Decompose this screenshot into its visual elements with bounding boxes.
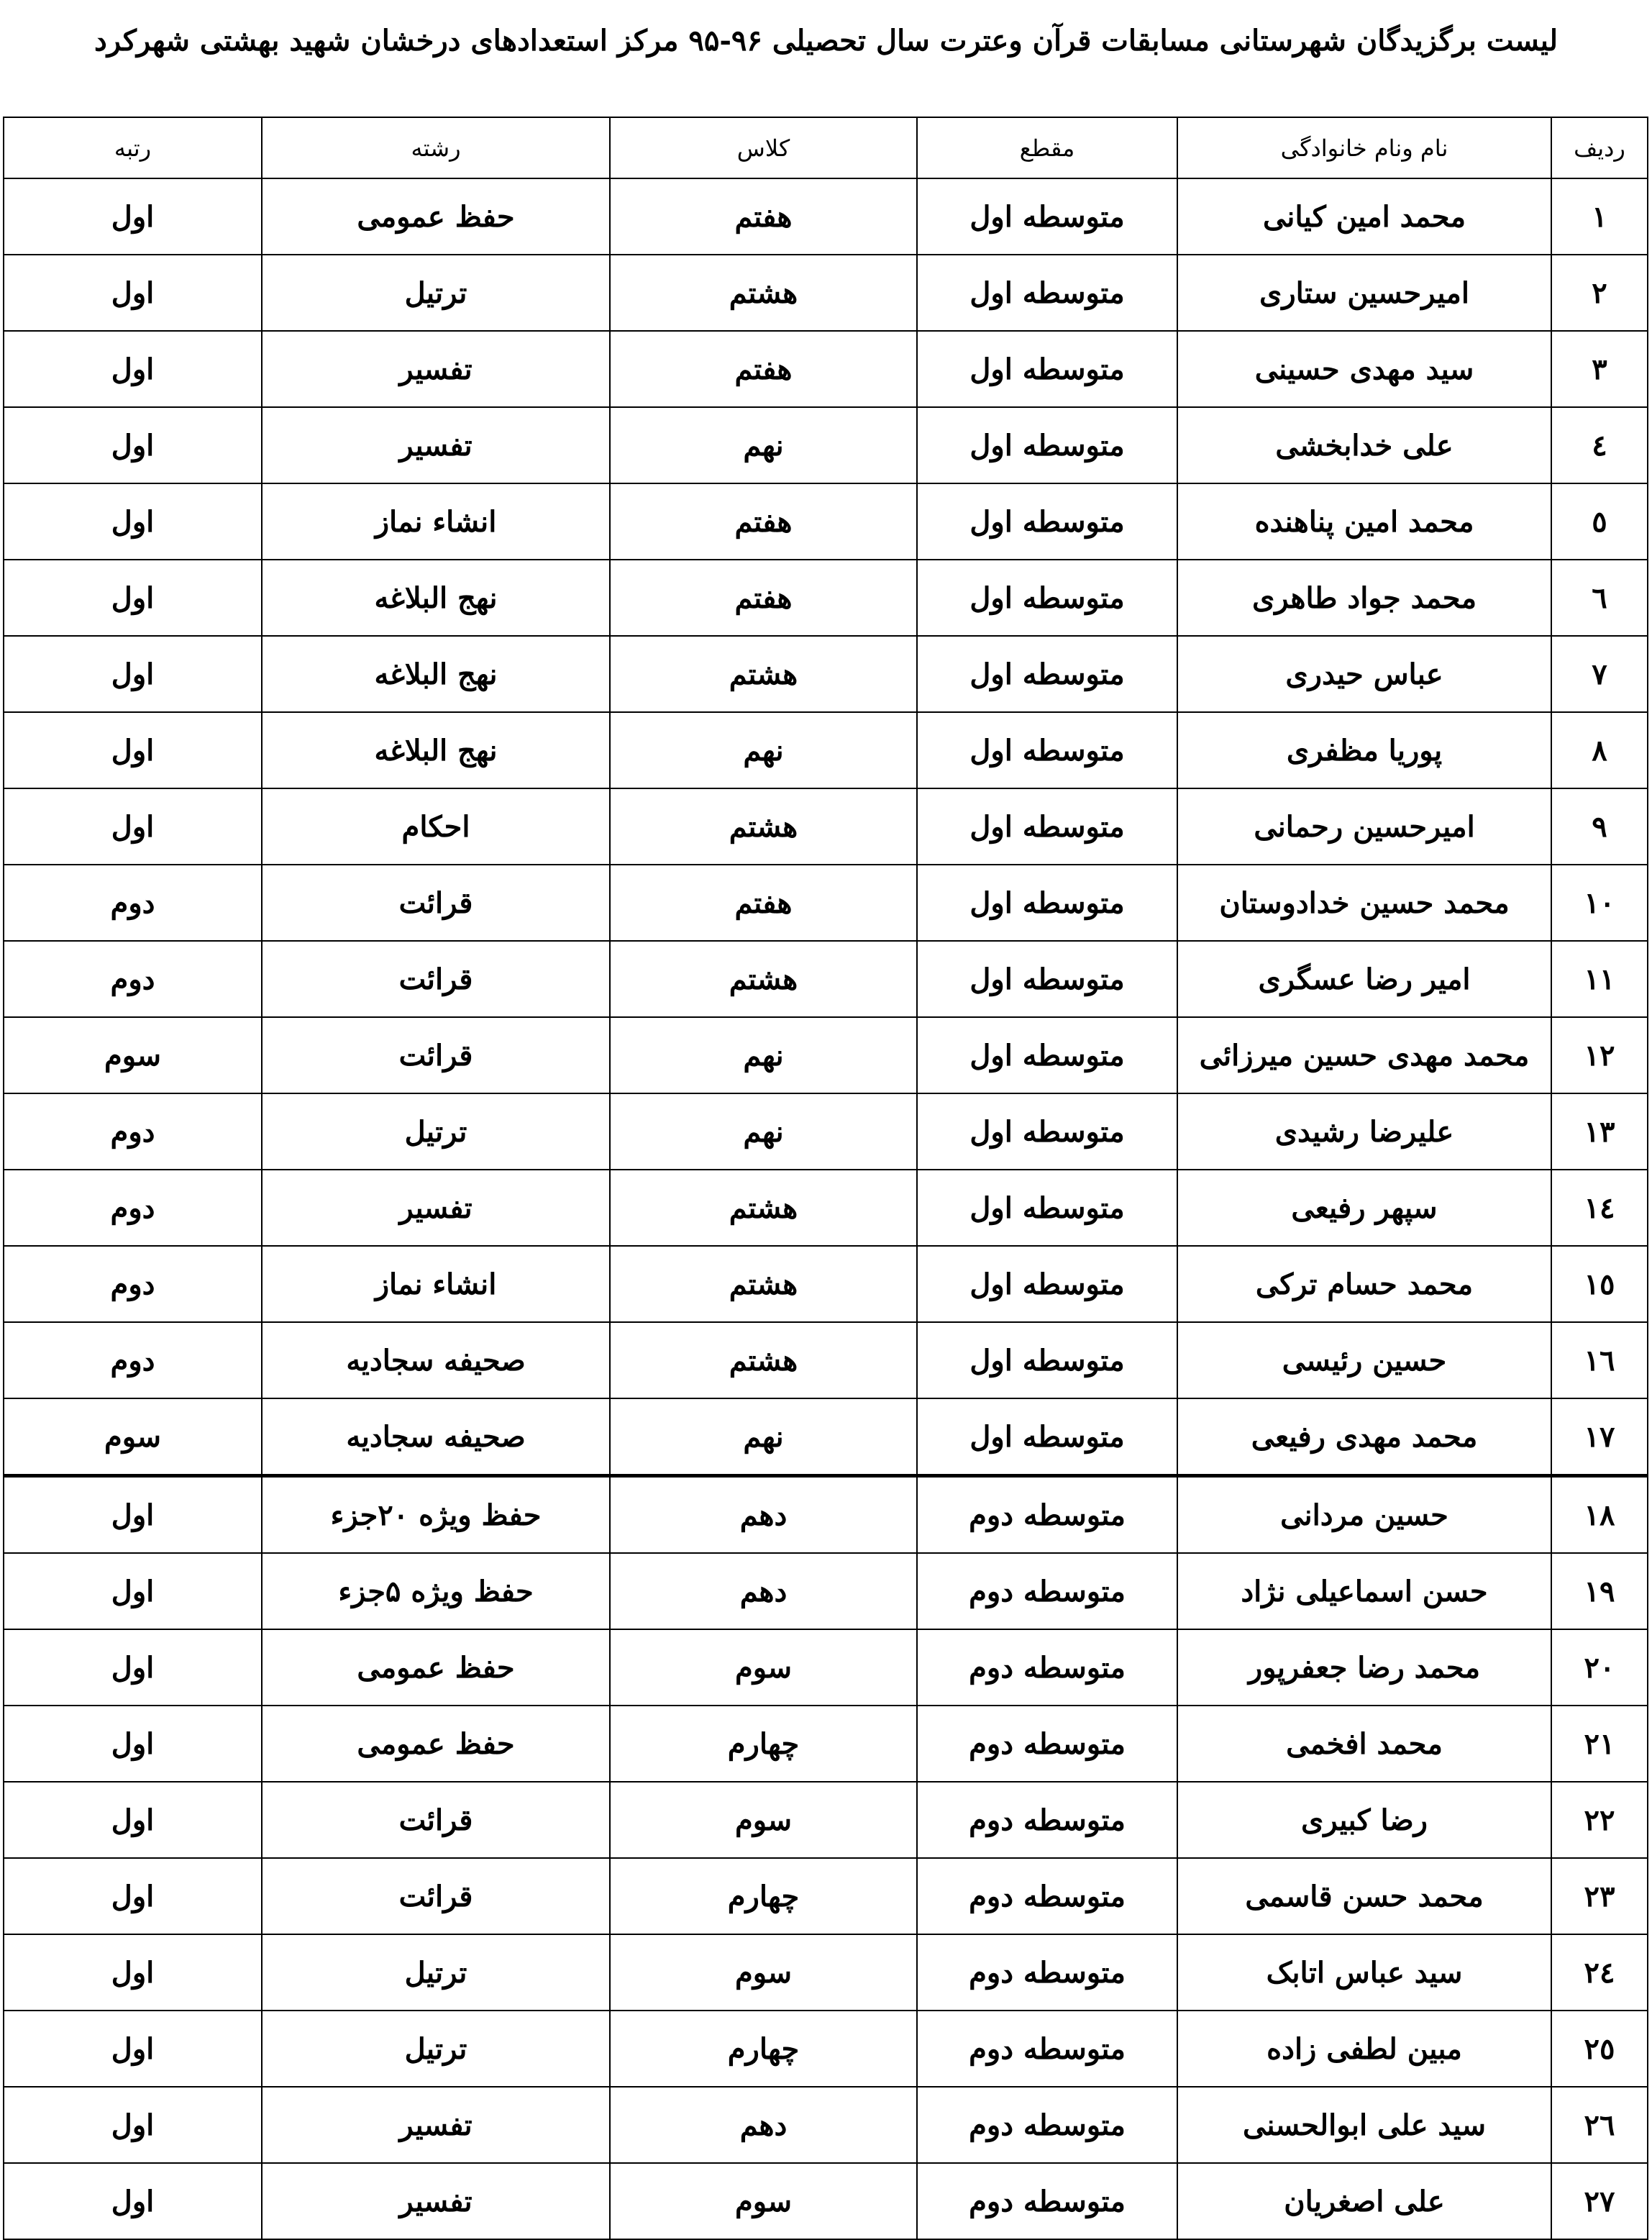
- cell-radif: ۲۳: [1551, 1858, 1648, 1934]
- cell-kelas: نهم: [610, 712, 917, 788]
- cell-radif: ٤: [1551, 407, 1648, 483]
- cell-kelas: نهم: [610, 1017, 917, 1093]
- cell-rotbe: اول: [4, 712, 262, 788]
- cell-name: سید علی ابوالحسنی: [1177, 2087, 1551, 2163]
- table-row: [4, 1322, 1648, 1398]
- cell-reshte: قرائت: [262, 1858, 610, 1934]
- cell-maqta: متوسطه اول: [917, 331, 1177, 407]
- table-row: [4, 331, 1648, 407]
- cell-name: سید عباس اتابک: [1177, 1934, 1551, 2011]
- cell-radif: ٢٤: [1551, 1934, 1648, 2011]
- header-reshte: رشته: [262, 117, 610, 178]
- cell-reshte: تفسیر: [262, 331, 610, 407]
- table-row: [4, 1093, 1648, 1170]
- cell-maqta: متوسطه اول: [917, 1398, 1177, 1476]
- cell-reshte: تفسیر: [262, 407, 610, 483]
- table-row: [4, 2163, 1648, 2239]
- table-row: [4, 255, 1648, 331]
- cell-maqta: متوسطه اول: [917, 1322, 1177, 1398]
- cell-name: سپهر رفیعی: [1177, 1170, 1551, 1246]
- cell-maqta: متوسطه اول: [917, 865, 1177, 941]
- table-row: [4, 865, 1648, 941]
- cell-name: علی اصغریان: [1177, 2163, 1551, 2239]
- cell-radif: ١٤: [1551, 1170, 1648, 1246]
- cell-rotbe: اول: [4, 1934, 262, 2011]
- cell-rotbe: اول: [4, 407, 262, 483]
- cell-maqta: متوسطه اول: [917, 560, 1177, 636]
- cell-name: امیرحسین رحمانی: [1177, 788, 1551, 865]
- table-row: [4, 636, 1648, 712]
- cell-rotbe: اول: [4, 255, 262, 331]
- cell-name: رضا کبیری: [1177, 1782, 1551, 1858]
- cell-kelas: دهم: [610, 1553, 917, 1629]
- table-row: [4, 1398, 1648, 1476]
- cell-kelas: چهارم: [610, 1858, 917, 1934]
- cell-kelas: هشتم: [610, 636, 917, 712]
- cell-maqta: متوسطه اول: [917, 712, 1177, 788]
- cell-maqta: متوسطه اول: [917, 1017, 1177, 1093]
- cell-maqta: متوسطه اول: [917, 178, 1177, 255]
- table-row: [4, 1782, 1648, 1858]
- cell-name: محمد امین پناهنده: [1177, 483, 1551, 560]
- cell-rotbe: دوم: [4, 1093, 262, 1170]
- cell-reshte: نهج البلاغه: [262, 560, 610, 636]
- cell-reshte: ترتیل: [262, 1093, 610, 1170]
- cell-name: محمد افخمی: [1177, 1706, 1551, 1782]
- cell-reshte: نهج البلاغه: [262, 636, 610, 712]
- cell-name: عباس حیدری: [1177, 636, 1551, 712]
- cell-rotbe: اول: [4, 1476, 262, 1554]
- table-row: [4, 712, 1648, 788]
- cell-radif: ۱۳: [1551, 1093, 1648, 1170]
- cell-radif: ۸: [1551, 712, 1648, 788]
- cell-reshte: تفسیر: [262, 2087, 610, 2163]
- cell-maqta: متوسطه دوم: [917, 1553, 1177, 1629]
- cell-radif: ٦: [1551, 560, 1648, 636]
- table-row: [4, 483, 1648, 560]
- cell-kelas: سوم: [610, 1782, 917, 1858]
- table-row: [4, 1706, 1648, 1782]
- cell-reshte: انشاء نماز: [262, 483, 610, 560]
- table-body: [4, 178, 1648, 2239]
- cell-name: محمد مهدی رفیعی: [1177, 1398, 1551, 1476]
- winners-table: [3, 117, 1648, 2240]
- cell-kelas: هشتم: [610, 1246, 917, 1322]
- cell-name: محمد رضا جعفرپور: [1177, 1629, 1551, 1706]
- header-kelas: کلاس: [610, 117, 917, 178]
- cell-kelas: دهم: [610, 1476, 917, 1554]
- cell-reshte: صحیفه سجادیه: [262, 1322, 610, 1398]
- cell-maqta: متوسطه دوم: [917, 1782, 1177, 1858]
- cell-reshte: انشاء نماز: [262, 1246, 610, 1322]
- cell-reshte: حفظ ویژه ۲۰جزء: [262, 1476, 610, 1554]
- cell-reshte: قرائت: [262, 865, 610, 941]
- cell-kelas: نهم: [610, 1398, 917, 1476]
- cell-reshte: نهج البلاغه: [262, 712, 610, 788]
- cell-rotbe: اول: [4, 2011, 262, 2087]
- cell-name: محمد امین کیانی: [1177, 178, 1551, 255]
- cell-reshte: ترتیل: [262, 2011, 610, 2087]
- cell-rotbe: اول: [4, 636, 262, 712]
- cell-name: محمد حسن قاسمی: [1177, 1858, 1551, 1934]
- cell-reshte: صحیفه سجادیه: [262, 1398, 610, 1476]
- cell-kelas: سوم: [610, 1934, 917, 2011]
- cell-radif: ١٦: [1551, 1322, 1648, 1398]
- cell-rotbe: سوم: [4, 1017, 262, 1093]
- table-row: [4, 788, 1648, 865]
- table-header-row: [4, 117, 1648, 178]
- cell-maqta: متوسطه دوم: [917, 1476, 1177, 1554]
- cell-kelas: سوم: [610, 2163, 917, 2239]
- cell-rotbe: دوم: [4, 1170, 262, 1246]
- cell-maqta: متوسطه اول: [917, 255, 1177, 331]
- cell-radif: ۷: [1551, 636, 1648, 712]
- cell-radif: ۹: [1551, 788, 1648, 865]
- cell-kelas: هشتم: [610, 1322, 917, 1398]
- cell-radif: ۱۸: [1551, 1476, 1648, 1554]
- cell-maqta: متوسطه دوم: [917, 1706, 1177, 1782]
- cell-radif: ۱: [1551, 178, 1648, 255]
- cell-reshte: تفسیر: [262, 1170, 610, 1246]
- cell-kelas: هفتم: [610, 865, 917, 941]
- cell-reshte: احکام: [262, 788, 610, 865]
- cell-name: امیر رضا عسگری: [1177, 941, 1551, 1017]
- cell-name: محمد حسام ترکی: [1177, 1246, 1551, 1322]
- cell-radif: ۱۱: [1551, 941, 1648, 1017]
- table-row: [4, 560, 1648, 636]
- cell-rotbe: اول: [4, 331, 262, 407]
- table-row: [4, 1170, 1648, 1246]
- cell-maqta: متوسطه اول: [917, 1093, 1177, 1170]
- cell-maqta: متوسطه اول: [917, 1170, 1177, 1246]
- cell-name: محمد حسین خدادوستان: [1177, 865, 1551, 941]
- cell-maqta: متوسطه اول: [917, 788, 1177, 865]
- cell-kelas: هفتم: [610, 483, 917, 560]
- cell-kelas: نهم: [610, 407, 917, 483]
- cell-reshte: حفظ عمومی: [262, 1629, 610, 1706]
- cell-rotbe: اول: [4, 2163, 262, 2239]
- cell-rotbe: اول: [4, 1858, 262, 1934]
- cell-reshte: حفظ عمومی: [262, 178, 610, 255]
- table-row: [4, 1246, 1648, 1322]
- cell-kelas: چهارم: [610, 1706, 917, 1782]
- cell-rotbe: دوم: [4, 941, 262, 1017]
- cell-rotbe: دوم: [4, 1322, 262, 1398]
- cell-name: پوریا مظفری: [1177, 712, 1551, 788]
- cell-radif: ۱۹: [1551, 1553, 1648, 1629]
- cell-rotbe: اول: [4, 1553, 262, 1629]
- cell-radif: ٥: [1551, 483, 1648, 560]
- cell-radif: ۲۷: [1551, 2163, 1648, 2239]
- table-row: [4, 1017, 1648, 1093]
- header-maqta: مقطع: [917, 117, 1177, 178]
- cell-radif: ۲۰: [1551, 1629, 1648, 1706]
- cell-maqta: متوسطه دوم: [917, 2163, 1177, 2239]
- cell-name: محمد جواد طاهری: [1177, 560, 1551, 636]
- cell-radif: ۳: [1551, 331, 1648, 407]
- cell-kelas: سوم: [610, 1629, 917, 1706]
- cell-reshte: قرائت: [262, 941, 610, 1017]
- cell-kelas: نهم: [610, 1093, 917, 1170]
- cell-rotbe: اول: [4, 560, 262, 636]
- cell-kelas: هشتم: [610, 255, 917, 331]
- table-row: [4, 407, 1648, 483]
- table-row: [4, 1553, 1648, 1629]
- cell-rotbe: اول: [4, 178, 262, 255]
- cell-radif: ۱۲: [1551, 1017, 1648, 1093]
- cell-reshte: تفسیر: [262, 2163, 610, 2239]
- cell-kelas: هفتم: [610, 560, 917, 636]
- cell-kelas: هشتم: [610, 1170, 917, 1246]
- table-row: [4, 2087, 1648, 2163]
- header-radif: ردیف: [1551, 117, 1648, 178]
- cell-radif: ١٥: [1551, 1246, 1648, 1322]
- cell-kelas: هفتم: [610, 178, 917, 255]
- table-row: [4, 941, 1648, 1017]
- cell-name: امیرحسین ستاری: [1177, 255, 1551, 331]
- table-row: [4, 178, 1648, 255]
- cell-kelas: چهارم: [610, 2011, 917, 2087]
- table-row: [4, 1629, 1648, 1706]
- cell-kelas: هشتم: [610, 788, 917, 865]
- cell-maqta: متوسطه دوم: [917, 1934, 1177, 2011]
- cell-maqta: متوسطه اول: [917, 483, 1177, 560]
- cell-kelas: هفتم: [610, 331, 917, 407]
- cell-name: حسن اسماعیلی نژاد: [1177, 1553, 1551, 1629]
- cell-radif: ۲۱: [1551, 1706, 1648, 1782]
- cell-reshte: ترتیل: [262, 1934, 610, 2011]
- winners-table-container: [3, 117, 1647, 2240]
- cell-name: علیرضا رشیدی: [1177, 1093, 1551, 1170]
- cell-maqta: متوسطه اول: [917, 941, 1177, 1017]
- cell-reshte: حفظ عمومی: [262, 1706, 610, 1782]
- header-name: نام ونام خانوادگی: [1177, 117, 1551, 178]
- cell-name: سید مهدی حسینی: [1177, 331, 1551, 407]
- cell-maqta: متوسطه اول: [917, 407, 1177, 483]
- table-row: [4, 2011, 1648, 2087]
- cell-rotbe: دوم: [4, 1246, 262, 1322]
- cell-rotbe: سوم: [4, 1398, 262, 1476]
- cell-reshte: ترتیل: [262, 255, 610, 331]
- cell-name: محمد مهدی حسین میرزائی: [1177, 1017, 1551, 1093]
- cell-radif: ۲: [1551, 255, 1648, 331]
- table-row: [4, 1934, 1648, 2011]
- cell-name: حسین مردانی: [1177, 1476, 1551, 1554]
- page-title: لیست برگزیدگان شهرستانی مسابقات قرآن وعترت سال تحصیلی ۹۶-۹۵ مرکز استعدادهای درخشان شهید بهشتی شهرکرد: [93, 24, 1559, 58]
- cell-radif: ٢٦: [1551, 2087, 1648, 2163]
- cell-rotbe: اول: [4, 1706, 262, 1782]
- cell-reshte: قرائت: [262, 1017, 610, 1093]
- cell-rotbe: اول: [4, 483, 262, 560]
- cell-rotbe: اول: [4, 2087, 262, 2163]
- table-row: [4, 1476, 1648, 1554]
- cell-maqta: متوسطه دوم: [917, 1858, 1177, 1934]
- cell-maqta: متوسطه دوم: [917, 2011, 1177, 2087]
- cell-radif: ۱۷: [1551, 1398, 1648, 1476]
- cell-rotbe: دوم: [4, 865, 262, 941]
- cell-name: مبین لطفی زاده: [1177, 2011, 1551, 2087]
- cell-reshte: قرائت: [262, 1782, 610, 1858]
- cell-kelas: دهم: [610, 2087, 917, 2163]
- cell-rotbe: اول: [4, 1629, 262, 1706]
- cell-maqta: متوسطه اول: [917, 636, 1177, 712]
- cell-maqta: متوسطه دوم: [917, 2087, 1177, 2163]
- table-row: [4, 1858, 1648, 1934]
- cell-radif: ٢٥: [1551, 2011, 1648, 2087]
- cell-maqta: متوسطه دوم: [917, 1629, 1177, 1706]
- cell-name: حسین رئیسی: [1177, 1322, 1551, 1398]
- cell-rotbe: اول: [4, 1782, 262, 1858]
- header-rotbe: رتبه: [4, 117, 262, 178]
- cell-rotbe: اول: [4, 788, 262, 865]
- cell-name: علی خدابخشی: [1177, 407, 1551, 483]
- cell-kelas: هشتم: [610, 941, 917, 1017]
- cell-radif: ۱۰: [1551, 865, 1648, 941]
- cell-maqta: متوسطه اول: [917, 1246, 1177, 1322]
- cell-radif: ۲۲: [1551, 1782, 1648, 1858]
- cell-reshte: حفظ ویژه ۵جزء: [262, 1553, 610, 1629]
